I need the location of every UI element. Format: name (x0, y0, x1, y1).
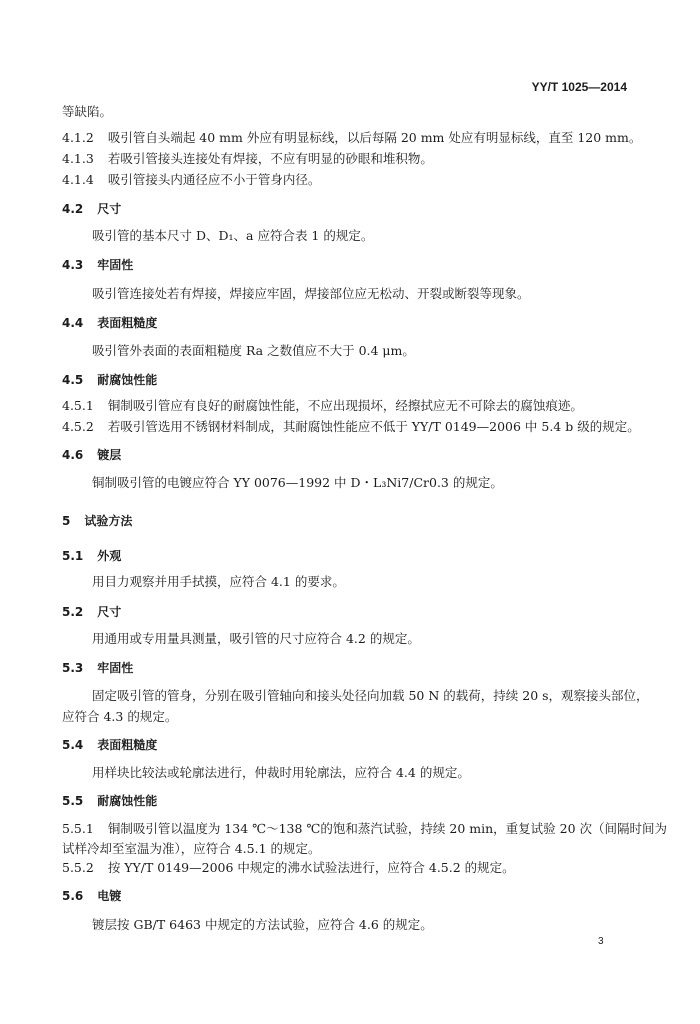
clause-number: 4.5.2 (62, 419, 94, 434)
paragraph-5-3-line1: 固定吸引管的管身，分别在吸引管轴向和接头处径向加载 50 N 的载荷，持续 20 s，观察接头部位， (92, 688, 649, 703)
heading-5-1 (62, 548, 121, 564)
clause-4-5-1 (62, 398, 583, 414)
clause-number: 4.1.3 (62, 151, 94, 166)
clause-text: 铜制吸引管以温度为 134 ℃～138 ℃的饱和蒸汽试验，持续 20 min，重复试验 20 次（间隔时间为 (107, 821, 668, 836)
clause-5-5-2 (62, 860, 515, 876)
clause-5-5-1-line1 (62, 821, 667, 837)
heading-title: 耐腐蚀性能 (97, 794, 158, 808)
clause-text: 若吸引管接头连接处有焊接，不应有明显的砂眼和堆积物。 (107, 151, 433, 166)
clause-text: 按 YY/T 0149—2006 中规定的沸水试验法进行，应符合 4.5.2 的规定。 (107, 860, 515, 875)
clause-4-1-2 (62, 130, 641, 146)
heading-title: 试验方法 (84, 514, 133, 528)
heading-title: 尺寸 (97, 605, 122, 619)
clause-4-5-2 (62, 419, 640, 435)
clause-4-1-4 (62, 172, 320, 188)
paragraph-5-1: 用目力观察并用手拭摸，应符合 4.1 的要求。 (92, 574, 345, 589)
paragraph-5-3-line2: 应符合 4.3 的规定。 (62, 709, 178, 724)
page-number: 3 (598, 936, 604, 947)
clause-number: 4.1.2 (62, 130, 94, 145)
heading-title: 表面粗糙度 (97, 316, 158, 330)
heading-title: 尺寸 (97, 202, 122, 216)
heading-4-4 (62, 315, 157, 331)
paragraph-5-4: 用样块比较法或轮廓法进行，仲裁时用轮廓法，应符合 4.4 的规定。 (92, 765, 470, 780)
clause-text: 吸引管自头端起 40 mm 外应有明显标线，以后每隔 20 mm 处应有明显标线，直至 120 mm。 (107, 130, 642, 145)
clause-text: 吸引管接头内通径应不小于管身内径。 (107, 172, 321, 187)
heading-title: 牢固性 (97, 258, 134, 272)
heading-title: 电镀 (97, 889, 122, 903)
clause-5-5-1-line2: 试样冷却至室温为准），应符合 4.5.1 的规定。 (62, 841, 321, 856)
heading-title: 镀层 (97, 448, 122, 462)
heading-4-3 (62, 257, 133, 273)
paragraph-4-3: 吸引管连接处若有焊接，焊接应牢固，焊接部位应无松动、开裂或断裂等现象。 (92, 286, 530, 301)
heading-number: 5.3 (62, 661, 84, 675)
heading-number: 5.4 (62, 738, 84, 752)
clause-4-1-3 (62, 151, 433, 167)
standard-id-header: YY/T 1025—2014 (531, 80, 627, 94)
heading-number: 4.3 (62, 258, 84, 272)
heading-number: 5.6 (62, 889, 84, 903)
paragraph-4-6: 铜制吸引管的电镀应符合 YY 0076—1992 中 D・L₃Ni7/Cr0.3 的规定。 (92, 475, 503, 490)
heading-number: 5.5 (62, 794, 84, 808)
heading-title: 表面粗糙度 (97, 738, 158, 752)
paragraph-4-4: 吸引管外表面的表面粗糙度 Ra 之数值应不大于 0.4 μm。 (92, 343, 415, 358)
heading-5 (62, 513, 132, 529)
clause-text: 铜制吸引管应有良好的耐腐蚀性能，不应出现损坏，经擦拭应无不可除去的腐蚀痕迹。 (107, 398, 583, 413)
heading-number: 4.5 (62, 373, 84, 387)
heading-title: 耐腐蚀性能 (97, 373, 158, 387)
paragraph-4-2: 吸引管的基本尺寸 D、D₁、a 应符合表 1 的规定。 (92, 228, 374, 243)
paragraph-5-2: 用通用或专用量具测量，吸引管的尺寸应符合 4.2 的规定。 (92, 631, 420, 646)
heading-number: 5.1 (62, 549, 84, 563)
carryover-text: 等缺陷。 (62, 104, 113, 119)
heading-4-6 (62, 447, 121, 463)
clause-number: 4.1.4 (62, 172, 94, 187)
heading-5-6 (62, 888, 121, 904)
clause-number: 5.5.1 (62, 821, 94, 836)
clause-number: 4.5.1 (62, 398, 94, 413)
heading-number: 5 (62, 514, 71, 528)
heading-title: 牢固性 (97, 661, 134, 675)
heading-title: 外观 (97, 549, 122, 563)
paragraph-5-6: 镀层按 GB/T 6463 中规定的方法试验，应符合 4.6 的规定。 (92, 917, 433, 932)
heading-number: 5.2 (62, 605, 84, 619)
heading-4-2 (62, 201, 121, 217)
heading-5-5 (62, 793, 157, 809)
heading-number: 4.2 (62, 202, 84, 216)
heading-4-5 (62, 372, 157, 388)
heading-5-3 (62, 660, 133, 676)
heading-number: 4.4 (62, 316, 84, 330)
heading-5-4 (62, 737, 157, 753)
clause-number: 5.5.2 (62, 860, 94, 875)
heading-5-2 (62, 604, 121, 620)
heading-number: 4.6 (62, 448, 84, 462)
clause-text: 若吸引管选用不锈钢材料制成，其耐腐蚀性能应不低于 YY/T 0149—2006 中 5.4 b 级的规定。 (107, 419, 640, 434)
